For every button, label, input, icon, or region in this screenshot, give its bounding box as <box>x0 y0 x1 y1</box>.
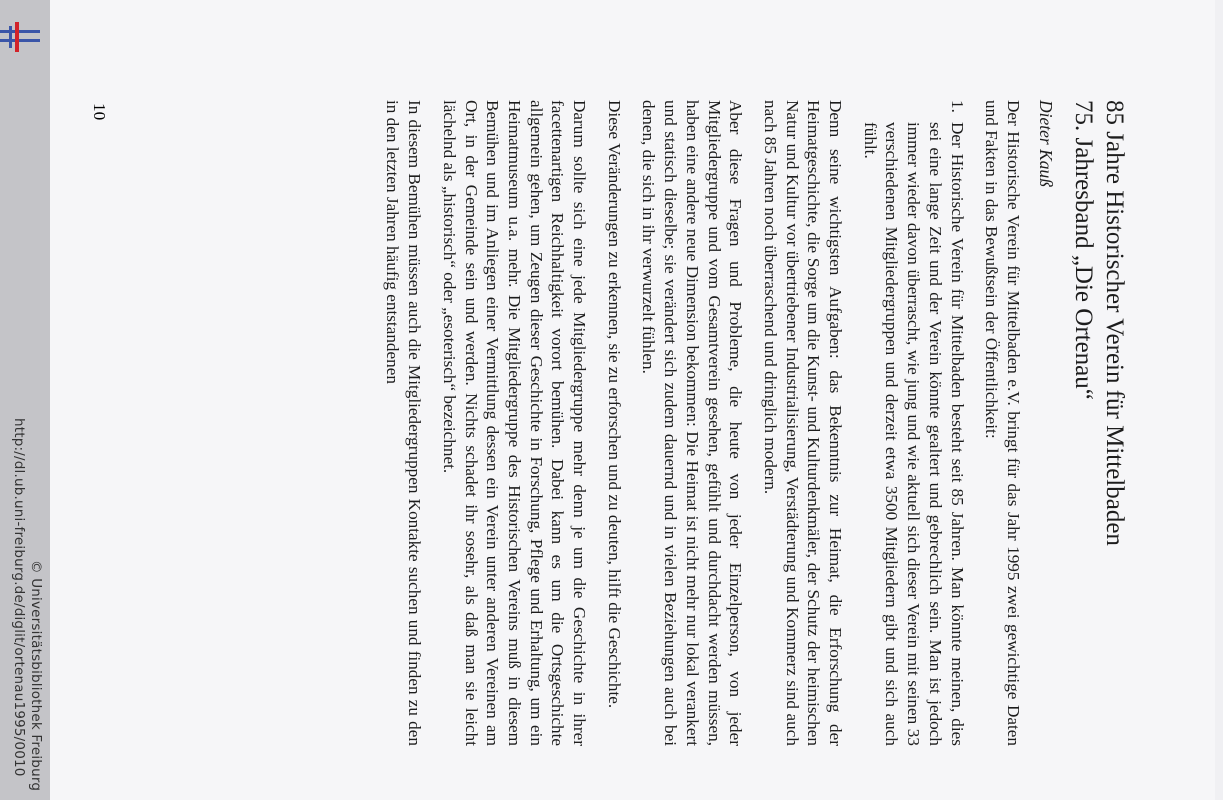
paragraph-3: Aber diese Fragen und Probleme, die heute von jeder Einzelperson, von jeder Mitgliedergruppe und vom Gesamtverein gesehen, gefühlt und durchdacht werden müssen, haben eine andere neue Dimension bekommen: Die Heimat ist nicht mehr nur lokal verankert und statisch dieselbe; sie verändert sich zudem dauernd und in vielen Beziehungen auch bei denen, die sich in ihr verwurzelt fühlen. <box>639 100 746 746</box>
footer-copyright: © Universitätsbibliothek Freiburg <box>28 560 44 792</box>
title-line-1: 85 Jahre Historischer Verein für Mittelbaden <box>1101 100 1128 546</box>
article-title <box>1068 100 1130 746</box>
list-text: Der Historische Verein für Mittelbaden besteht seit 85 Jahren. Man könnte meinen, dies sei eine lange Zeit und der Verein könnte gealtert und gebrechlich sein. Man ist jedoch immer wieder davon überrascht, wie jung und wie aktuell sich dieser Verein mit seinen 33 verschiedenen Mitgliedergruppen und derzeit etwa 3500 Mitgliedern gibt und sich auch fühlt. <box>860 122 967 746</box>
paragraph-2: Denn seine wichtigsten Aufgaben: das Bekenntnis zur Heimat, die Erforschung der Heimatgeschichte, die Sorge um die Kunst- und Kulturdenkmäler, der Schutz der heimischen Natur und Kultur vor übertriebener Industrialisierung, Verstädterung und Kommerz sind auch nach 85 Jahren noch überraschend und dringlich modern. <box>760 100 846 746</box>
paragraph-6: In diesem Bemühen müssen auch die Mitgliedergruppen Kontakte suchen und finden zu den in den letzten Jahren häufig entstandenen <box>383 100 425 746</box>
paragraph-5: Darum sollte sich eine jede Mitgliedergruppe mehr denn je um die Geschichte in ihrer facettenartigen Reichhaltigkeit vorort bemühen. Dabei kann es um die Ortsgeschichte allgemein gehen, um Zeugen dieser Geschichte in Forschung, Pflege und Erhaltung, um ein Heimatmuseum u.a. mehr. Die Mitgliedergruppe des Historischen Vereins muß in diesem Bemühen und im Anliegen einer Vermittlung dessen ein Verein unter anderen Vereinen am Ort, in der Gemeinde sein und werden. Nichts schadet ihr sosehr, als daß man sie leicht lächelnd als „historisch“ oder „esoterisch“ bezeichnet. <box>439 100 590 746</box>
page-edge <box>1215 0 1223 800</box>
article-body <box>40 100 1130 760</box>
footer-url[interactable]: http://dl.ub.uni-freiburg.de/diglit/ortenau1995/0010 <box>11 418 27 777</box>
article-author: Dieter Kauß <box>1036 100 1056 188</box>
title-line-2: 75. Jahresband „Die Ortenau“ <box>1070 100 1097 400</box>
paragraph-4: Diese Veränderungen zu erkennen, sie zu erforschen und zu deuten, hilft die Geschichte. <box>604 100 624 709</box>
page-number: 10 <box>90 103 109 121</box>
list-item <box>859 100 968 746</box>
intro-paragraph: Der Historische Verein für Mittelbaden e.V. bringt für das Jahr 1995 zwei gewichtige Daten und Fakten in das Bewußtsein der Öffentlichkeit: <box>982 100 1023 746</box>
list-number: 1. <box>947 100 967 113</box>
